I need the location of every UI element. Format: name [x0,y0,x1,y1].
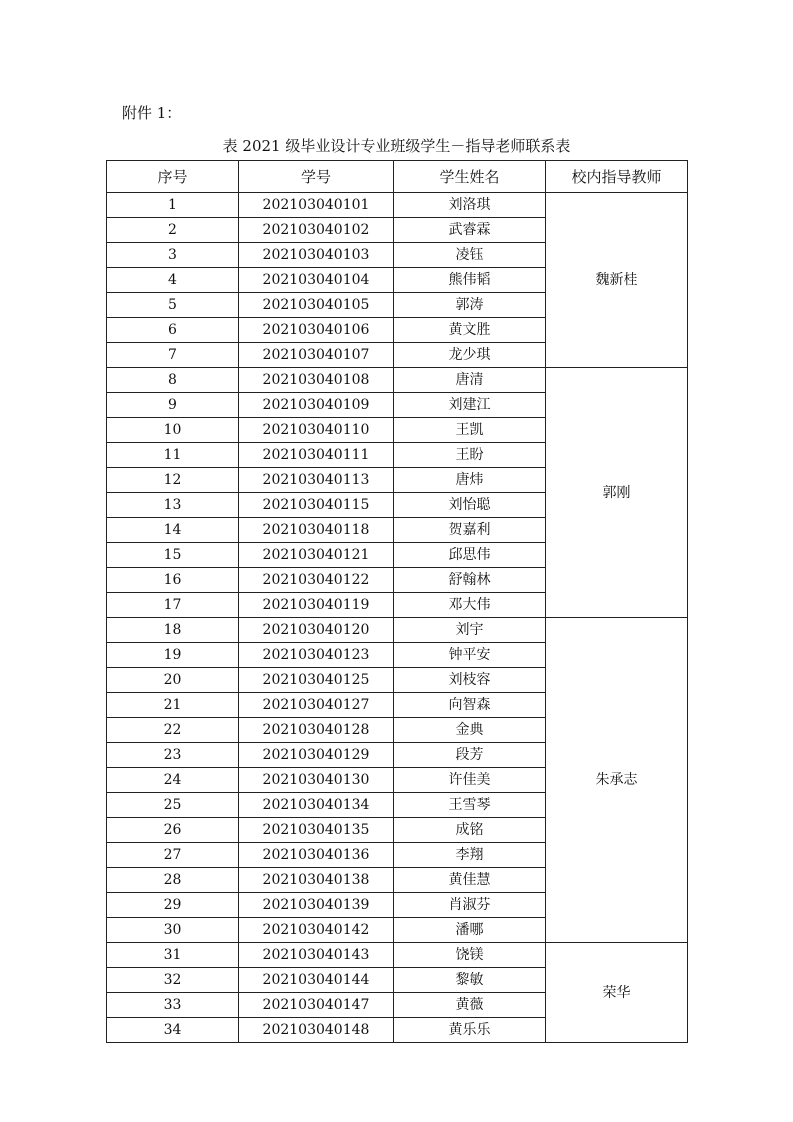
cell-seq: 8 [107,368,239,393]
cell-student-id: 202103040123 [239,643,394,668]
cell-seq: 28 [107,868,239,893]
cell-student-name: 潘哪 [394,918,546,943]
cell-seq: 32 [107,968,239,993]
cell-student-id: 202103040121 [239,543,394,568]
cell-student-id: 202103040143 [239,943,394,968]
cell-student-name: 段芳 [394,743,546,768]
cell-student-id: 202103040119 [239,593,394,618]
cell-student-name: 钟平安 [394,643,546,668]
cell-student-name: 王盼 [394,443,546,468]
cell-seq: 24 [107,768,239,793]
cell-seq: 18 [107,618,239,643]
cell-student-id: 202103040147 [239,993,394,1018]
header-advisor: 校内指导教师 [546,161,688,193]
cell-seq: 7 [107,343,239,368]
table-row [107,943,688,968]
cell-student-id: 202103040135 [239,818,394,843]
cell-seq: 30 [107,918,239,943]
cell-student-name: 唐清 [394,368,546,393]
cell-student-name: 黎敏 [394,968,546,993]
cell-student-name: 饶镁 [394,943,546,968]
cell-seq: 10 [107,418,239,443]
cell-student-name: 邱思伟 [394,543,546,568]
cell-student-id: 202103040118 [239,518,394,543]
cell-seq: 23 [107,743,239,768]
table-body [107,193,688,1043]
cell-student-id: 202103040113 [239,468,394,493]
cell-student-name: 黄文胜 [394,318,546,343]
cell-advisor: 魏新桂 [546,193,688,368]
cell-seq: 13 [107,493,239,518]
cell-seq: 22 [107,718,239,743]
cell-student-name: 黄佳慧 [394,868,546,893]
cell-student-id: 202103040129 [239,743,394,768]
cell-student-name: 黄薇 [394,993,546,1018]
cell-advisor: 荣华 [546,943,688,1043]
cell-student-id: 202103040120 [239,618,394,643]
cell-student-name: 刘宇 [394,618,546,643]
cell-student-id: 202103040138 [239,868,394,893]
cell-seq: 14 [107,518,239,543]
table-row [107,368,688,393]
cell-student-name: 刘枝容 [394,668,546,693]
cell-seq: 21 [107,693,239,718]
cell-student-id: 202103040144 [239,968,394,993]
cell-seq: 1 [107,193,239,218]
cell-student-id: 202103040111 [239,443,394,468]
cell-student-name: 凌钰 [394,243,546,268]
cell-student-name: 武睿霖 [394,218,546,243]
cell-seq: 25 [107,793,239,818]
cell-student-id: 202103040103 [239,243,394,268]
table-row [107,193,688,218]
table-header-row [107,161,688,193]
cell-student-id: 202103040108 [239,368,394,393]
cell-student-name: 舒翰林 [394,568,546,593]
cell-seq: 31 [107,943,239,968]
cell-student-id: 202103040130 [239,768,394,793]
cell-student-id: 202103040128 [239,718,394,743]
cell-student-name: 刘怡聪 [394,493,546,518]
cell-student-id: 202103040107 [239,343,394,368]
cell-seq: 33 [107,993,239,1018]
cell-student-name: 成铭 [394,818,546,843]
cell-student-id: 202103040105 [239,293,394,318]
cell-seq: 5 [107,293,239,318]
cell-student-id: 202103040134 [239,793,394,818]
attachment-label: 附件 1： [122,104,182,122]
cell-seq: 15 [107,543,239,568]
cell-student-name: 邓大伟 [394,593,546,618]
cell-student-id: 202103040136 [239,843,394,868]
cell-student-id: 202103040127 [239,693,394,718]
table-row [107,618,688,643]
cell-student-id: 202103040142 [239,918,394,943]
cell-seq: 19 [107,643,239,668]
cell-seq: 27 [107,843,239,868]
cell-student-id: 202103040115 [239,493,394,518]
header-seq: 序号 [107,161,239,193]
cell-student-id: 202103040109 [239,393,394,418]
cell-seq: 9 [107,393,239,418]
cell-student-name: 王雪琴 [394,793,546,818]
cell-seq: 20 [107,668,239,693]
cell-seq: 3 [107,243,239,268]
table-title: 表 2021 级毕业设计专业班级学生－指导老师联系表 [222,137,571,155]
cell-student-id: 202103040104 [239,268,394,293]
cell-student-id: 202103040139 [239,893,394,918]
cell-student-name: 李翔 [394,843,546,868]
cell-seq: 34 [107,1018,239,1043]
student-advisor-table [106,160,688,1043]
cell-student-id: 202103040148 [239,1018,394,1043]
cell-seq: 29 [107,893,239,918]
cell-student-id: 202103040110 [239,418,394,443]
cell-student-name: 黄乐乐 [394,1018,546,1043]
cell-advisor: 郭刚 [546,368,688,618]
cell-seq: 6 [107,318,239,343]
header-student-name: 学生姓名 [394,161,546,193]
cell-student-name: 贺嘉利 [394,518,546,543]
cell-student-name: 刘洛琪 [394,193,546,218]
cell-advisor: 朱承志 [546,618,688,943]
cell-student-id: 202103040106 [239,318,394,343]
cell-student-name: 肖淑芬 [394,893,546,918]
cell-student-id: 202103040125 [239,668,394,693]
cell-seq: 11 [107,443,239,468]
cell-student-name: 许佳美 [394,768,546,793]
cell-student-id: 202103040101 [239,193,394,218]
cell-student-id: 202103040122 [239,568,394,593]
cell-seq: 2 [107,218,239,243]
cell-student-name: 郭涛 [394,293,546,318]
cell-seq: 12 [107,468,239,493]
cell-seq: 26 [107,818,239,843]
cell-student-name: 龙少琪 [394,343,546,368]
cell-student-name: 向智森 [394,693,546,718]
cell-student-name: 唐炜 [394,468,546,493]
cell-student-id: 202103040102 [239,218,394,243]
cell-student-name: 金典 [394,718,546,743]
cell-student-name: 王凯 [394,418,546,443]
cell-student-name: 熊伟韬 [394,268,546,293]
cell-seq: 4 [107,268,239,293]
header-student-id: 学号 [239,161,394,193]
cell-student-name: 刘建江 [394,393,546,418]
cell-seq: 17 [107,593,239,618]
cell-seq: 16 [107,568,239,593]
